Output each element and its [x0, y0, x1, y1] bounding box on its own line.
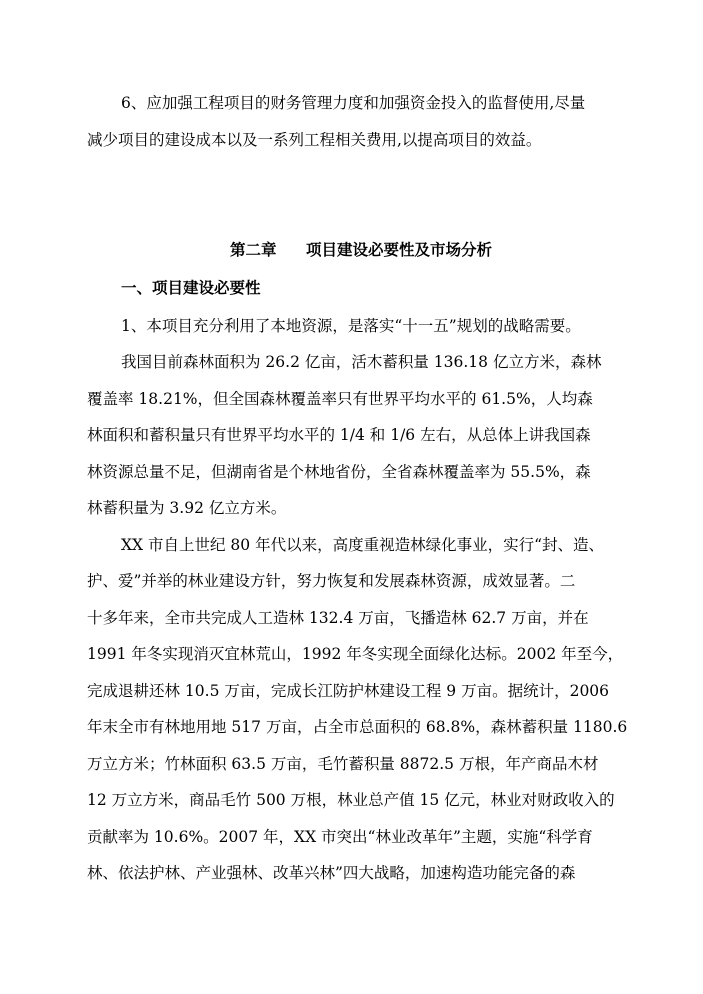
city-paragraph-line-4: 1991 年冬实现消灭宜林荒山，1992 年冬实现全面绿化达标。2002 年至今，	[87, 645, 624, 663]
forest-paragraph-line-2: 覆盖率 18.21%，但全国森林覆盖率只有世界平均水平的 61.5%，人均森	[87, 390, 593, 408]
city-paragraph-line-3: 十多年来，全市共完成人工造林 132.4 万亩，飞播造林 62.7 万亩，并在	[87, 609, 589, 627]
city-paragraph-line-6: 年末全市有林地用地 517 万亩，占全市总面积的 68.8%，森林蓄积量 1180.6	[87, 718, 628, 736]
city-paragraph-line-10: 林、依法护林、产业强林、改革兴林”四大战略，加速构造功能完备的森	[87, 864, 576, 882]
city-paragraph-line-8: 12 万立方米，商品毛竹 500 万根，林业总产值 15 亿元，林业对财政收入的	[87, 791, 615, 809]
paragraph-6-line-2: 减少项目的建设成本以及一系列工程相关费用,以提高项目的效益。	[87, 131, 542, 149]
paragraph-6-line-1: 6、应加强工程项目的财务管理力度和加强资金投入的监督使用,尽量	[121, 94, 586, 112]
city-paragraph-line-7: 万立方米；竹林面积 63.5 万亩，毛竹蓄积量 8872.5 万根，年产商品木材	[87, 755, 599, 773]
forest-paragraph-line-4: 林资源总量不足，但湖南省是个林地省份，全省森林覆盖率为 55.5%，森	[87, 463, 591, 481]
section-heading: 一、项目建设必要性	[121, 278, 261, 297]
chapter-title: 项目建设必要性及市场分析	[306, 240, 493, 259]
city-paragraph-line-2: 护、爱”并举的林业建设方针，努力恢复和发展森林资源，成效显著。二	[87, 572, 576, 590]
city-paragraph-line-9: 贡献率为 10.6%。2007 年，XX 市突出“林业改革年”主题，实施“科学育	[87, 828, 593, 846]
point-1-title: 1、本项目充分利用了本地资源，是落实“十一五”规划的战略需要。	[121, 317, 581, 335]
forest-paragraph-line-1: 我国目前森林面积为 26.2 亿亩，活木蓄积量 136.18 亿立方米，森林	[121, 353, 602, 371]
forest-paragraph-line-5: 林蓄积量为 3.92 亿立方米。	[87, 499, 287, 517]
forest-paragraph-line-3: 林面积和蓄积量只有世界平均水平的 1/4 和 1/6 左右，从总体上讲我国森	[87, 426, 591, 444]
city-paragraph-line-5: 完成退耕还林 10.5 万亩，完成长江防护林建设工程 9 万亩。据统计，2006	[87, 682, 610, 700]
chapter-number: 第二章	[230, 240, 277, 259]
city-paragraph-line-1: XX 市自上世纪 80 年代以来，高度重视造林绿化事业，实行“封、造、	[121, 536, 604, 554]
